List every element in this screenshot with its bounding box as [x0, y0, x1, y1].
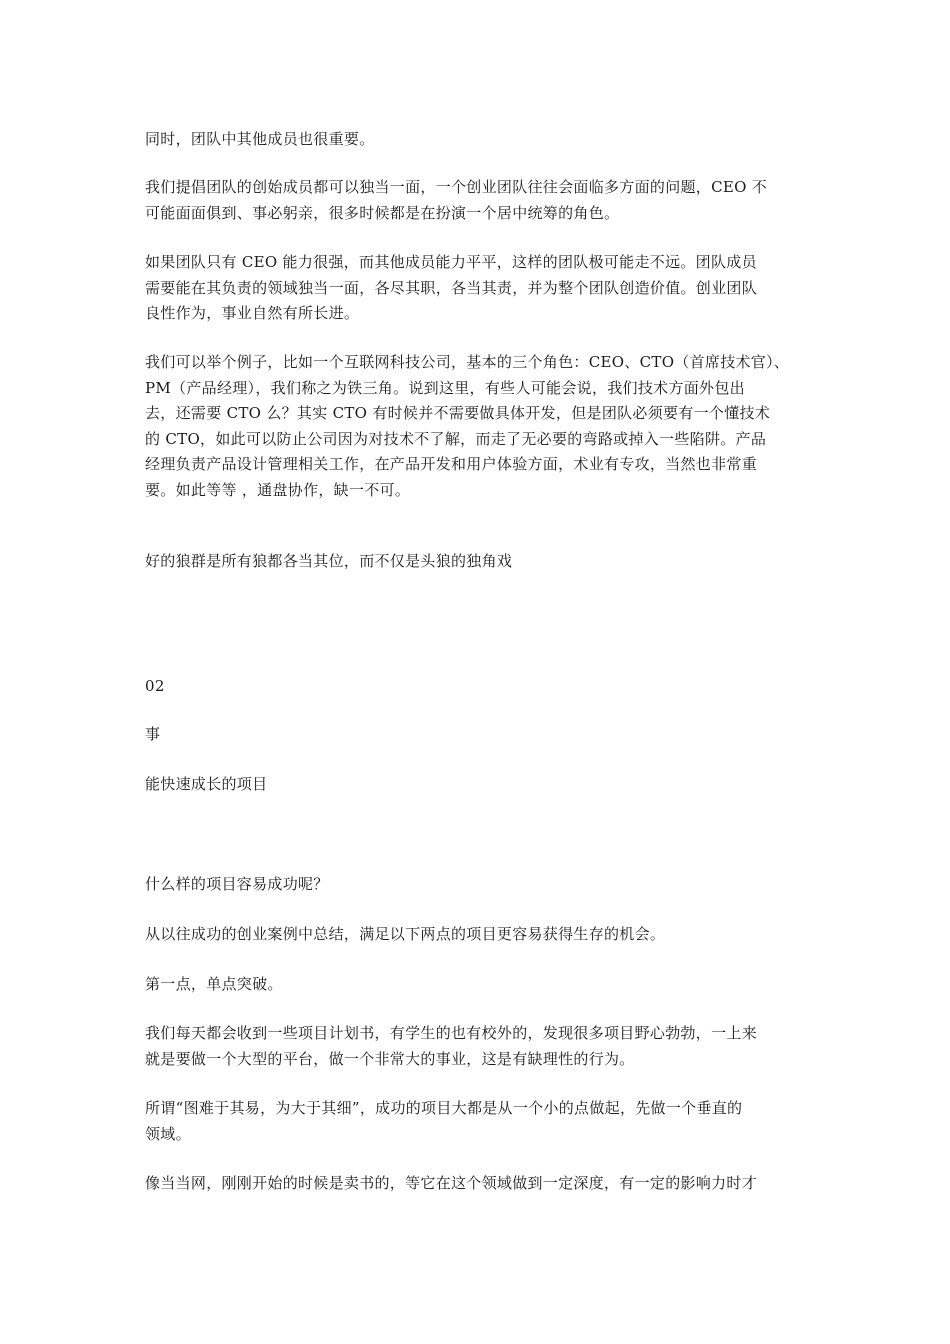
text-line: 要。如此等等 ，通盘协作，缺一不可。 — [145, 480, 411, 499]
paragraph-vertical-field — [145, 1096, 820, 1147]
text-line: 从以往成功的创业案例中总结，满足以下两点的项目更容易获得生存的机会。 — [145, 925, 666, 943]
text-line: 经理负责产品设计管理相关工作，在产品开发和用户体验方面，术业有专攻，当然也非常重 — [145, 455, 758, 473]
text-line: 可能面面俱到、事必躬亲，很多时候都是在扮演一个居中统筹的角色。 — [145, 203, 620, 222]
text-line: 需要能在其负责的领域独当一面，各尽其职，各当其责，并为整个团队创造价值。创业团队 — [145, 278, 758, 297]
text-line: 事 — [145, 725, 161, 743]
section-title — [145, 722, 820, 748]
text-line: 同时，团队中其他成员也很重要。 — [145, 130, 375, 148]
text-line: 领域。 — [145, 1124, 191, 1143]
paragraph-business-plans — [145, 1021, 820, 1072]
text-line: 良性作为，事业自然有所长进。 — [145, 304, 360, 322]
text-line: 02 — [145, 677, 165, 695]
section-number — [145, 674, 820, 700]
text-line: 的 CTO，如此可以防止公司因为对技术不了解，而走了无必要的弯路或掉入一些陷阱。产品 — [145, 429, 767, 448]
text-line: 能快速成长的项目 — [145, 775, 268, 793]
paragraph-team-members — [145, 127, 820, 153]
section-subtitle — [145, 772, 820, 798]
text-line: 像当当网，刚刚开始的时候是卖书的，等它在这个领域做到一定深度，有一定的影响力时才 — [145, 1174, 758, 1192]
text-line: 我们可以举个例子，比如一个互联网科技公司，基本的三个角色：CEO、CTO（首席技术官）、 — [145, 353, 790, 371]
text-line: 就是要做一个大型的平台，做一个非常大的事业，这是有缺理性的行为。 — [145, 1049, 635, 1068]
paragraph-dangdang — [145, 1171, 820, 1197]
text-line: 去，还需要 CTO 么？其实 CTO 有时候并不需要做具体开发，但是团队必须要有一个懂技术 — [145, 404, 771, 422]
paragraph-wolf-pack — [145, 549, 820, 575]
paragraph-iron-triangle — [145, 350, 820, 503]
text-line: 好的狼群是所有狼都各当其位，而不仅是头狼的独角戏 — [145, 552, 513, 570]
text-line: 我们每天都会收到一些项目计划书，有学生的也有校外的，发现很多项目野心勃勃，一上来 — [145, 1024, 758, 1042]
text-line: PM（产品经理），我们称之为铁三角。说到这里，有些人可能会说，我们技术方面外包出 — [145, 378, 745, 397]
paragraph-ceo-ability — [145, 250, 820, 327]
text-line: 所谓“图难于其易，为大于其细”，成功的项目大都是从一个小的点做起，先做一个垂直的 — [145, 1099, 743, 1117]
text-line: 我们提倡团队的创始成员都可以独当一面，一个创业团队往往会面临多方面的问题，CEO 不 — [145, 178, 768, 196]
text-line: 如果团队只有 CEO 能力很强，而其他成员能力平平，这样的团队极可能走不远。团队成员 — [145, 253, 757, 271]
paragraph-founders — [145, 175, 820, 226]
paragraph-question — [145, 872, 820, 898]
paragraph-summary — [145, 922, 820, 948]
text-line: 什么样的项目容易成功呢？ — [145, 875, 329, 893]
text-line: 第一点，单点突破。 — [145, 975, 283, 993]
paragraph-point-one — [145, 972, 820, 998]
